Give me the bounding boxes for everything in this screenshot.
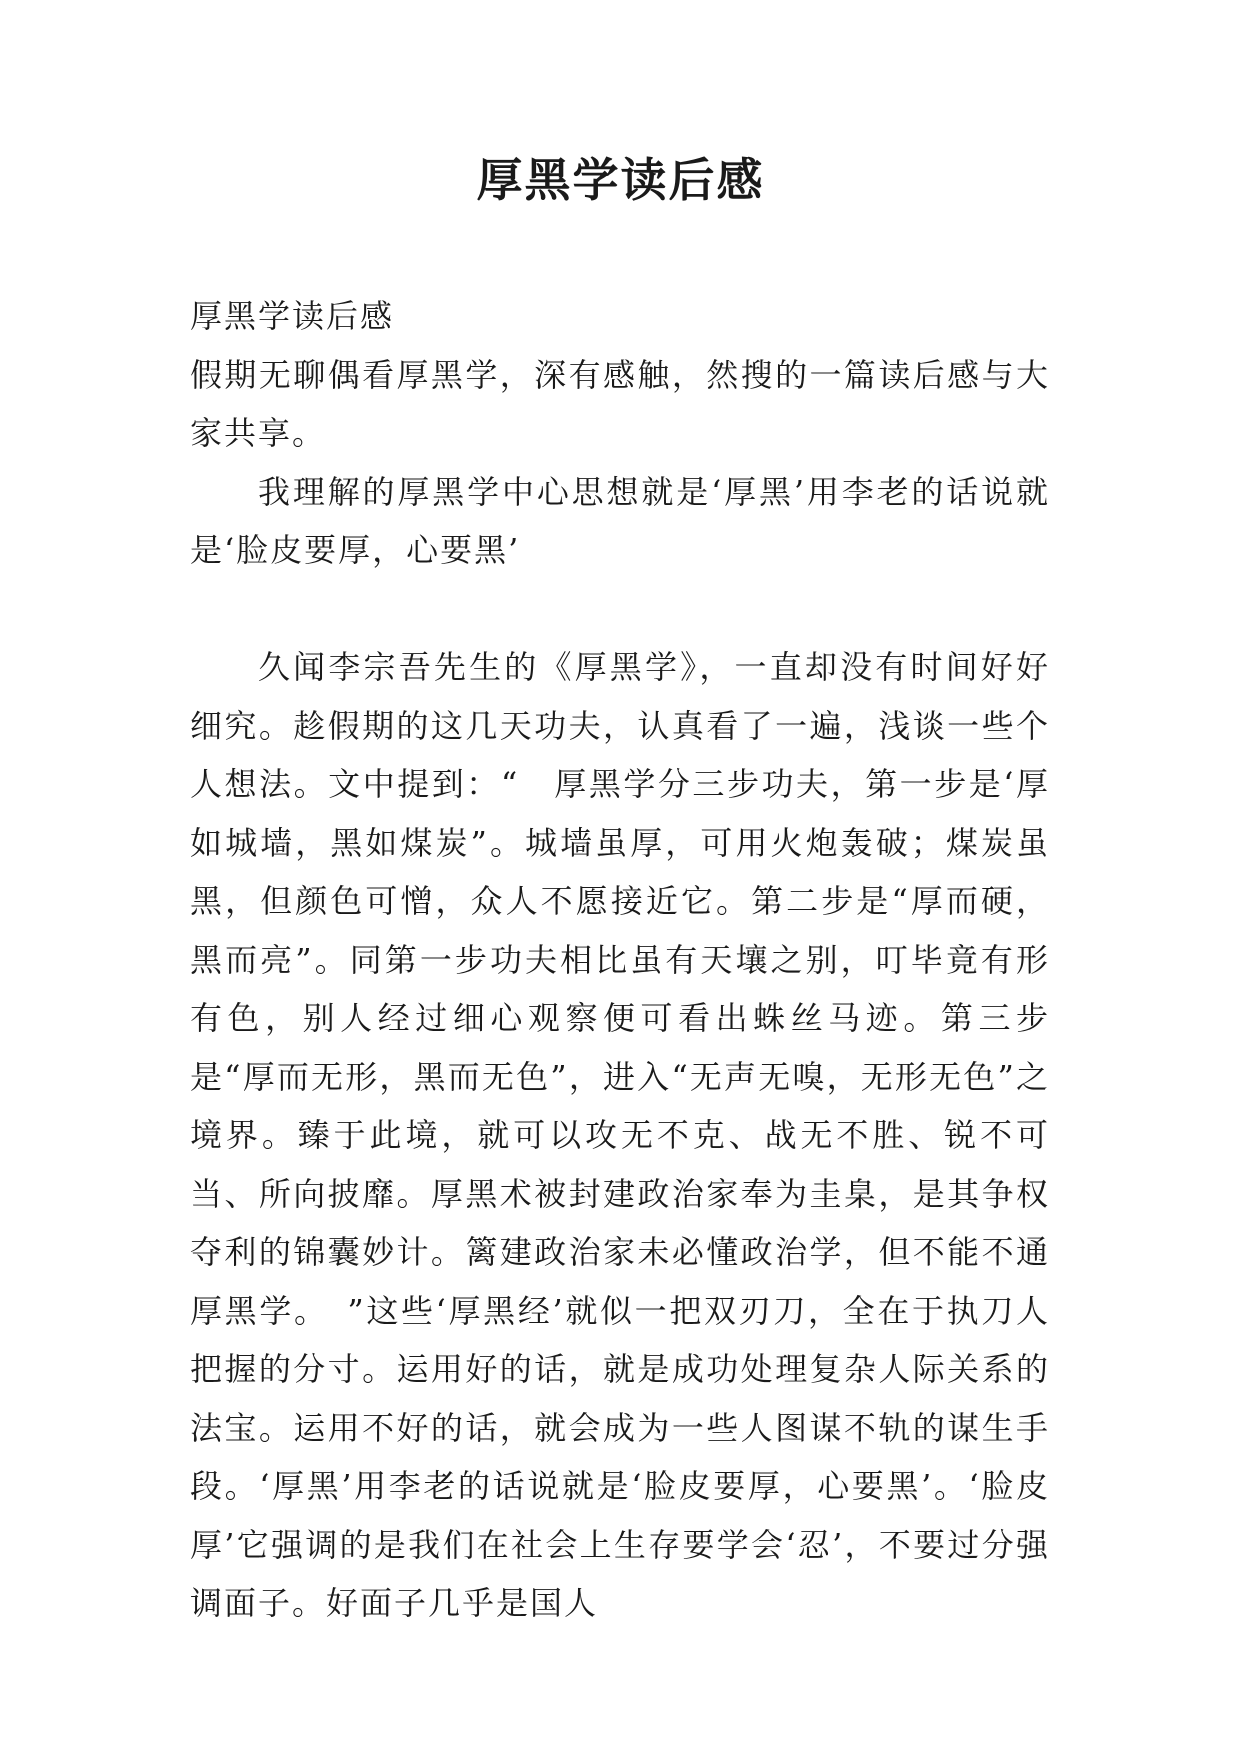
intro-paragraph: 假期无聊偶看厚黑学，深有感触，然搜的一篇读后感与大家共享。 — [190, 355, 1050, 452]
paragraph-spacer — [190, 580, 1050, 639]
subtitle-line: 厚黑学读后感 — [190, 297, 395, 335]
thesis-paragraph: 我理解的厚黑学中心思想就是‘厚黑’用李老的话说就是‘脸皮要厚，心要黑’ — [190, 472, 1050, 569]
document-title: 厚黑学读后感 — [476, 153, 765, 207]
main-paragraph: 久闻李宗吾先生的《厚黑学》，一直却没有时间好好细究。趁假期的这几天功夫，认真看了一遍，浅谈一些个人想法。文中提到：“ 厚黑学分三步功夫，第一步是‘厚如城墙，黑如煤炭”。城墙虽厚，可用火炮轰破；煤炭虽黑，但颜色可憎，众人不愿接近它。第二步是“厚而硬，黑而亮”。同第一步功夫相比虽有天壤之别，叮毕竟有形有色，别人经过细心观察便可看出蛛丝马迹。第三步是“厚而无形，黑而无色”，进入“无声无嗅，无形无色”之境界。臻于此境，就可以攻无不克、战无不胜、锐不可当、所向披靡。厚黑术被封建政治家奉为圭臬，是其争权夺利的锦囊妙计。篱建政治家未必懂政治学，但不能不通厚黑学。 ”这些‘厚黑经’就似一把双刃刀，全在于执刀人把握的分寸。运用好的话，就是成功处理复杂人际关系的法宝。运用不好的话，就会成为一些人图谋不轨的谋生手段。‘厚黑’用李老的话说就是‘脸皮要厚，心要黑’。‘脸皮厚’它强调的是我们在社会上生存要学会‘忍’，不要过分强调面子。好面子几乎是国人 — [190, 648, 1050, 1622]
document-body — [190, 287, 1050, 1633]
